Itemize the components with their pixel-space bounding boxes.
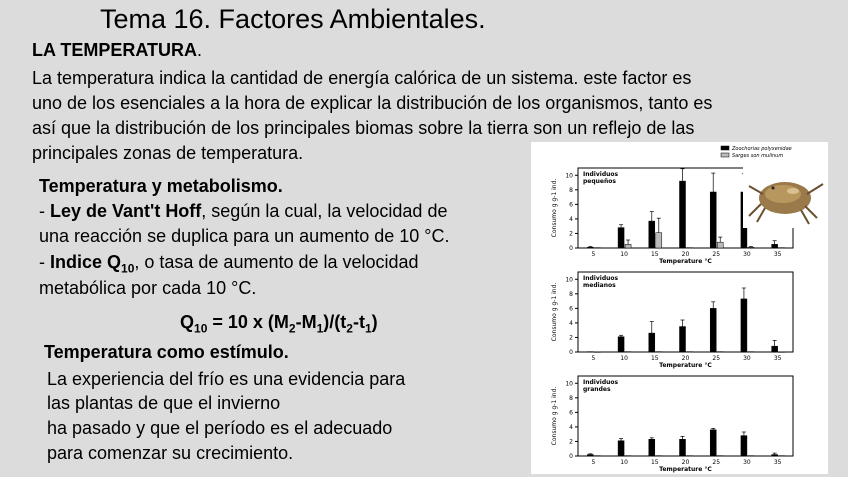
q10-index-sub: 10 [121,261,135,276]
bar [649,221,655,248]
intro-line-3: así que la distribución de los principales biomas sobre la tierra son un reflejo de las [32,118,695,138]
bar [594,352,600,353]
x-tick-label: 5 [591,355,596,362]
bar [594,456,600,457]
formula-q: Q [180,312,195,332]
section-heading-dot: . [197,40,203,60]
bar [618,337,624,352]
legend-label: Sarges son mulinum [732,153,784,159]
y-tick-label: 0 [569,245,573,252]
slide-title: Tema 16. Factores Ambientales. [100,4,486,34]
x-tick-label: 35 [773,459,782,466]
chart-panel [531,142,828,474]
bar [656,456,662,457]
bar [741,436,747,456]
bar [772,244,778,248]
y-axis-label: Consumo g g-1 ind. [551,178,558,238]
y-tick-label: 10 [565,380,573,388]
y-tick-label: 4 [569,319,573,327]
formula-m2: 2 [288,321,296,336]
y-axis-label: Consumo g g-1 ind. [551,386,558,446]
y-tick-label: 6 [569,201,573,209]
bar [687,456,693,457]
y-tick-label: 2 [569,230,573,238]
q10-text: , o tasa de aumento de la velocidad [134,252,419,272]
y-tick-label: 0 [569,453,573,460]
bar [710,192,716,248]
vant-hoff-law: Ley de Vant't Hoff [50,201,202,221]
y-tick-label: 10 [565,276,573,284]
vant-hoff-line-2: una reacción se duplica para un aumento de 10 °C. [39,226,450,246]
x-axis-label: Temperature °C [659,362,712,369]
bar [779,352,785,353]
bar [748,247,754,248]
bar [717,352,723,353]
bar [656,352,662,353]
y-axis-label: Consumo g g-1 ind. [551,282,558,342]
formula-part-d: -t [352,312,365,332]
chart-title-line-1: Individuos [583,275,619,282]
x-tick-label: 10 [620,251,628,258]
q10-index [50,252,135,276]
bar [717,242,723,248]
x-tick-label: 30 [743,459,751,466]
x-tick-label: 20 [681,355,690,362]
metabolism-heading: Temperatura y metabolismo. [39,176,283,196]
vant-hoff-line [39,201,447,222]
y-tick-label: 8 [569,290,573,298]
bar [625,244,631,248]
y-tick-label: 2 [569,334,573,342]
bar [625,352,631,353]
bar [748,352,754,353]
x-tick-label: 20 [681,251,690,258]
bar [687,248,693,249]
y-tick-label: 2 [569,438,573,446]
q10-index-label: Indice Q [50,252,122,272]
section-heading-bold: LA TEMPERATURA [32,40,197,60]
chart-title-line-2: grandes [583,386,611,393]
bar [649,333,655,352]
y-tick-label: 0 [569,349,573,356]
y-tick-label: 8 [569,186,573,194]
crab-photo-icon [743,164,827,228]
chart-title-line-2: pequeños [583,178,616,185]
formula-part-c: )/(t [323,312,347,332]
intro-line-4: principales zonas de temperatura. [32,143,304,163]
x-tick-label: 35 [773,251,782,258]
formula-t2: 2 [346,321,353,336]
x-tick-label: 15 [650,355,659,362]
x-tick-label: 5 [591,459,596,466]
x-tick-label: 25 [712,251,721,258]
formula-part-b: -M [295,312,317,332]
stimulus-line-1: La experiencia del frío es una evidencia para [47,369,406,389]
bar [656,233,662,248]
legend-swatch [721,153,729,157]
bar [594,248,600,249]
bar [710,430,716,456]
bar [680,327,686,352]
bar [748,456,754,457]
y-tick-label: 4 [569,215,573,223]
bar [618,228,624,248]
bar [779,248,785,249]
legend-swatch [721,146,729,150]
x-tick-label: 10 [620,355,628,362]
chart-title-line-2: medianos [583,282,616,289]
formula-t1: 1 [364,321,372,336]
bar [717,456,723,457]
bar [587,455,593,456]
bar [741,299,747,352]
bar [649,439,655,456]
x-tick-label: 20 [681,459,690,466]
y-tick-label: 10 [565,172,573,180]
y-tick-label: 4 [569,423,573,431]
bar [587,247,593,248]
formula-m1: 1 [316,321,324,336]
stimulus-line-2: las plantas de que el invierno [47,393,281,413]
stimulus-line-4: para comenzar su crecimiento. [47,443,294,463]
formula-q-sub: 10 [194,321,208,336]
x-tick-label: 30 [743,251,751,258]
q10-formula [180,312,378,336]
x-tick-label: 30 [743,355,751,362]
bar [687,352,693,353]
bar [772,346,778,352]
chart-title-line-1: Individuos [583,171,619,178]
x-tick-label: 5 [591,251,596,258]
x-tick-label: 10 [620,459,628,466]
legend-label: Zoochorias polyxenidae [732,146,792,152]
vant-hoff-text: , según la cual, la velocidad de [201,201,448,221]
q10-line-2: metabólica por cada 10 °C. [39,278,257,298]
y-tick-label: 8 [569,394,573,402]
x-tick-label: 25 [712,355,721,362]
formula-part-e: ) [371,312,378,332]
x-tick-label: 25 [712,459,721,466]
formula-part-a: = 10 x (M [207,312,289,332]
bar [625,456,631,457]
section-heading [32,40,202,61]
bar [680,181,686,248]
intro-line-1: La temperatura indica la cantidad de energía calórica de un sistema. este factor es [32,68,692,88]
x-tick-label: 15 [650,459,659,466]
bar [618,441,624,456]
y-tick-label: 6 [569,409,573,417]
stimulus-heading: Temperatura como estímulo. [44,342,289,362]
bar [587,352,593,353]
bar [779,456,785,457]
bar [680,439,686,456]
bar [772,455,778,456]
vant-hoff-prefix: - [39,201,50,221]
x-tick-label: 35 [773,355,782,362]
x-axis-label: Temperature °C [659,466,712,473]
intro-line-2: uno de los esenciales a la hora de explicar la distribución de los organismos, tanto es [32,93,713,113]
stimulus-line-3: ha pasado y que el período es el adecuado [47,418,393,438]
chart-title-line-1: Individuos [583,379,619,386]
q10-line [39,252,419,276]
x-tick-label: 15 [650,251,659,258]
x-axis-label: Temperature °C [659,258,712,265]
q10-prefix: - [39,252,50,272]
y-tick-label: 6 [569,305,573,313]
bar [710,308,716,352]
